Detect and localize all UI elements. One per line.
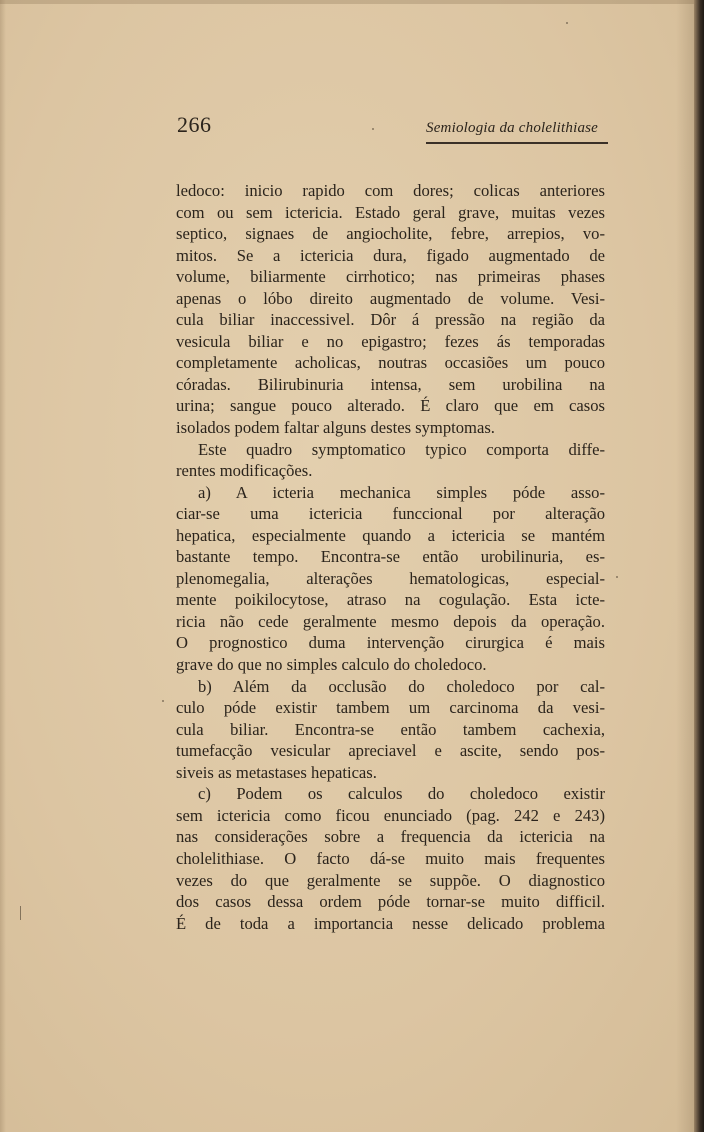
text-line: hepatica, especialmente quando a ictericia se mantém	[176, 525, 605, 545]
text-line: c) Podem os calculos do choledoco existir	[198, 784, 605, 804]
page-number: 266	[177, 112, 212, 137]
paper-speck	[20, 906, 21, 920]
text-line: sem ictericia como ficou enunciado (pag. 242 e 243)	[176, 805, 605, 825]
text-line: completamente acholicas, noutras occasiões um pouco	[176, 353, 605, 373]
text-line: É de toda a importancia nesse delicado problema	[176, 913, 605, 933]
text-line: ledoco: inicio rapido com dores; colicas anteriores	[176, 181, 605, 200]
text-line: mente poikilocytose, atraso na cogulação. Esta icte-	[176, 590, 605, 610]
paper-speck	[566, 22, 568, 24]
text-line: nas considerações sobre a frequencia da ictericia na	[176, 827, 605, 847]
text-line: bastante tempo. Encontra-se então urobilinuria, es-	[176, 547, 605, 567]
book-spine	[694, 0, 704, 1132]
body-text	[176, 180, 605, 934]
text-line: córadas. Bilirubinuria intensa, sem urobilina na	[176, 374, 605, 394]
text-line: b) Além da occlusão do choledoco por cal-	[198, 676, 605, 696]
text-line: grave do que no simples calculo do choledoco.	[176, 655, 487, 675]
text-line: volume, biliarmente cirrhotico; nas primeiras phases	[176, 267, 605, 287]
text-line: mitos. Se a ictericia dura, figado augmentado de	[176, 245, 605, 265]
text-line: isolados podem faltar alguns destes symptomas.	[176, 418, 495, 438]
text-line: ciar-se uma ictericia funccional por alteração	[176, 504, 605, 524]
paper-speck	[616, 576, 618, 578]
text-line: cula biliar. Encontra-se então tambem cachexia,	[176, 719, 605, 739]
text-line: dos casos dessa ordem póde tornar-se muito difficil.	[176, 892, 605, 912]
text-line: Este quadro symptomatico typico comporta diffe-	[198, 439, 605, 459]
text-line: plenomegalia, alterações hematologicas, especial-	[176, 568, 605, 588]
text-line: com ou sem ictericia. Estado geral grave, muitas vezes	[176, 202, 605, 222]
text-line: tumefacção vesicular apreciavel e ascite, sendo pos-	[176, 741, 605, 761]
text-line: vesicula biliar e no epigastro; fezes ás temporadas	[176, 331, 605, 351]
text-line: apenas o lóbo direito augmentado de volume. Vesi-	[176, 288, 605, 308]
paper-speck	[162, 700, 164, 702]
text-line: cholelithiase. O facto dá-se muito mais frequentes	[176, 848, 605, 868]
running-head: Semiologia da cholelithiase	[426, 120, 599, 136]
text-line: ricia não cede geralmente mesmo depois da operação.	[176, 611, 605, 631]
paper-speck	[372, 128, 374, 130]
text-line: siveis as metastases hepaticas.	[176, 762, 377, 782]
page-top-edge	[0, 0, 704, 4]
text-line: O prognostico duma intervenção cirurgica é mais	[176, 633, 605, 653]
page-left-edge	[0, 0, 6, 1132]
text-line: septico, signaes de angiocholite, febre, arrepios, vo-	[176, 224, 605, 244]
text-line: a) A icteria mechanica simples póde asso-	[198, 482, 605, 502]
header-rule	[426, 142, 608, 144]
text-line: culo póde existir tambem um carcinoma da vesi-	[176, 698, 605, 718]
text-line: rentes modificações.	[176, 461, 313, 481]
gutter-shadow	[676, 0, 694, 1132]
text-line: vezes do que geralmente se suppõe. O diagnostico	[176, 870, 605, 890]
text-line: urina; sangue pouco alterado. É claro que em casos	[176, 396, 605, 416]
text-line: cula biliar inaccessivel. Dôr á pressão na região da	[176, 310, 605, 330]
